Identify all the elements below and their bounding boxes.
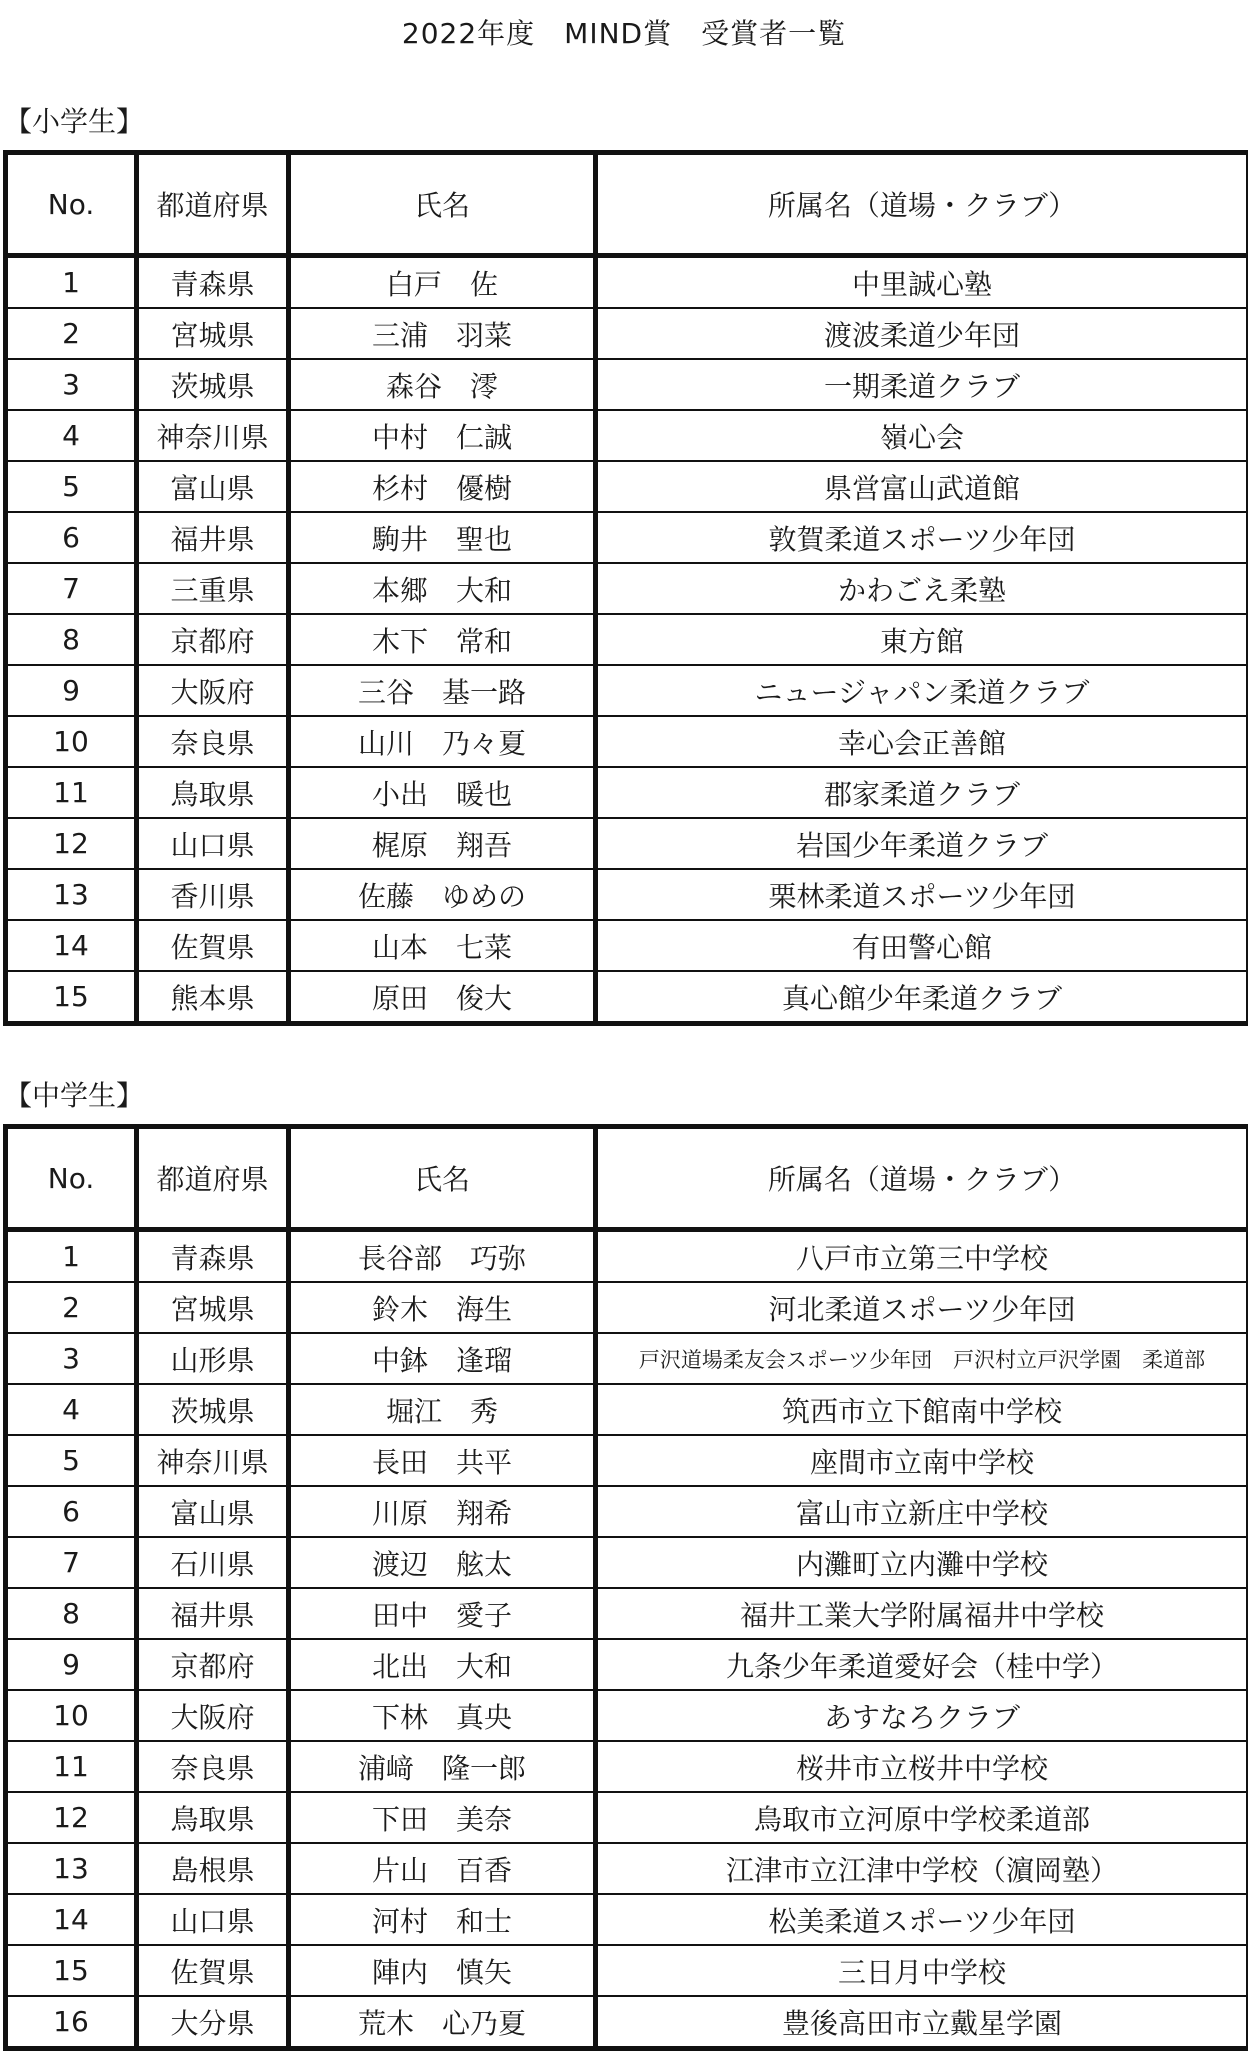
cell-prefecture: 香川県 <box>137 869 289 920</box>
cell-name: 杉村 優樹 <box>289 461 596 512</box>
cell-number: 7 <box>6 1537 137 1588</box>
cell-prefecture: 京都府 <box>137 614 289 665</box>
table-row <box>6 1384 1248 1435</box>
cell-affiliation: 戸沢道場柔友会スポーツ少年団 戸沢村立戸沢学園 柔道部 <box>596 1333 1248 1384</box>
table-row <box>6 1996 1248 2049</box>
cell-number: 6 <box>6 512 137 563</box>
cell-name: 荒木 心乃夏 <box>289 1996 596 2049</box>
cell-name: 山川 乃々夏 <box>289 716 596 767</box>
table-row <box>6 716 1248 767</box>
cell-affiliation: 松美柔道スポーツ少年団 <box>596 1894 1248 1945</box>
section-label-junior: 【中学生】 <box>4 1078 144 1114</box>
cell-number: 10 <box>6 716 137 767</box>
cell-number: 6 <box>6 1486 137 1537</box>
cell-prefecture: 三重県 <box>137 563 289 614</box>
cell-affiliation: 江津市立江津中学校（濵岡塾） <box>596 1843 1248 1894</box>
cell-prefecture: 福井県 <box>137 512 289 563</box>
cell-affiliation: 筑西市立下館南中学校 <box>596 1384 1248 1435</box>
cell-prefecture: 青森県 <box>137 256 289 309</box>
cell-number: 5 <box>6 1435 137 1486</box>
cell-prefecture: 山口県 <box>137 818 289 869</box>
cell-prefecture: 宮城県 <box>137 308 289 359</box>
cell-prefecture: 茨城県 <box>137 359 289 410</box>
cell-prefecture: 神奈川県 <box>137 410 289 461</box>
cell-name: 駒井 聖也 <box>289 512 596 563</box>
cell-name: 小出 暖也 <box>289 767 596 818</box>
cell-name: 渡辺 舷太 <box>289 1537 596 1588</box>
cell-name: 三浦 羽菜 <box>289 308 596 359</box>
cell-number: 4 <box>6 1384 137 1435</box>
cell-prefecture: 山口県 <box>137 1894 289 1945</box>
table-row <box>6 1843 1248 1894</box>
cell-name: 木下 常和 <box>289 614 596 665</box>
cell-prefecture: 熊本県 <box>137 971 289 1024</box>
table-row <box>6 1639 1248 1690</box>
cell-number: 8 <box>6 614 137 665</box>
cell-affiliation: 栗林柔道スポーツ少年団 <box>596 869 1248 920</box>
cell-prefecture: 青森県 <box>137 1230 289 1283</box>
table-row <box>6 1945 1248 1996</box>
cell-prefecture: 山形県 <box>137 1333 289 1384</box>
cell-number: 9 <box>6 665 137 716</box>
table-row <box>6 818 1248 869</box>
cell-name: 片山 百香 <box>289 1843 596 1894</box>
cell-prefecture: 茨城県 <box>137 1384 289 1435</box>
cell-prefecture: 神奈川県 <box>137 1435 289 1486</box>
cell-name: 三谷 基一路 <box>289 665 596 716</box>
cell-prefecture: 京都府 <box>137 1639 289 1690</box>
cell-affiliation: 真心館少年柔道クラブ <box>596 971 1248 1024</box>
cell-affiliation: 福井工業大学附属福井中学校 <box>596 1588 1248 1639</box>
cell-number: 4 <box>6 410 137 461</box>
cell-affiliation: 鳥取市立河原中学校柔道部 <box>596 1792 1248 1843</box>
cell-name: 白戸 佐 <box>289 256 596 309</box>
table-row <box>6 1230 1248 1283</box>
table-row <box>6 1588 1248 1639</box>
cell-name: 陣内 慎矢 <box>289 1945 596 1996</box>
cell-number: 15 <box>6 971 137 1024</box>
cell-name: 浦﨑 隆一郎 <box>289 1741 596 1792</box>
column-header-name: 氏名 <box>289 153 596 256</box>
cell-name: 原田 俊大 <box>289 971 596 1024</box>
cell-affiliation: 有田警心館 <box>596 920 1248 971</box>
elementary-awardees-table <box>3 150 1248 1026</box>
cell-prefecture: 大阪府 <box>137 665 289 716</box>
cell-affiliation: 敦賀柔道スポーツ少年団 <box>596 512 1248 563</box>
cell-affiliation: 座間市立南中学校 <box>596 1435 1248 1486</box>
cell-name: 川原 翔希 <box>289 1486 596 1537</box>
cell-affiliation: 豊後高田市立戴星学園 <box>596 1996 1248 2049</box>
cell-affiliation: 渡波柔道少年団 <box>596 308 1248 359</box>
cell-name: 中鉢 逢瑠 <box>289 1333 596 1384</box>
table-row <box>6 308 1248 359</box>
cell-number: 2 <box>6 308 137 359</box>
cell-prefecture: 鳥取県 <box>137 767 289 818</box>
cell-name: 本郷 大和 <box>289 563 596 614</box>
cell-affiliation: 桜井市立桜井中学校 <box>596 1741 1248 1792</box>
cell-number: 3 <box>6 1333 137 1384</box>
cell-name: 堀江 秀 <box>289 1384 596 1435</box>
table-row <box>6 665 1248 716</box>
cell-prefecture: 奈良県 <box>137 716 289 767</box>
cell-affiliation: 富山市立新庄中学校 <box>596 1486 1248 1537</box>
cell-name: 鈴木 海生 <box>289 1282 596 1333</box>
cell-number: 10 <box>6 1690 137 1741</box>
table-row <box>6 971 1248 1024</box>
cell-number: 13 <box>6 1843 137 1894</box>
cell-affiliation: 九条少年柔道愛好会（桂中学） <box>596 1639 1248 1690</box>
cell-affiliation: 幸心会正善館 <box>596 716 1248 767</box>
column-header-affiliation: 所属名（道場・クラブ） <box>596 153 1248 256</box>
table-row <box>6 256 1248 309</box>
cell-prefecture: 石川県 <box>137 1537 289 1588</box>
cell-number: 12 <box>6 1792 137 1843</box>
table-row <box>6 359 1248 410</box>
table-row <box>6 1435 1248 1486</box>
cell-prefecture: 富山県 <box>137 1486 289 1537</box>
table-row <box>6 767 1248 818</box>
cell-affiliation: あすなろクラブ <box>596 1690 1248 1741</box>
cell-prefecture: 島根県 <box>137 1843 289 1894</box>
cell-affiliation: 岩国少年柔道クラブ <box>596 818 1248 869</box>
cell-name: 北出 大和 <box>289 1639 596 1690</box>
table-row <box>6 1486 1248 1537</box>
table-header-row <box>6 1127 1248 1230</box>
cell-number: 1 <box>6 256 137 309</box>
cell-number: 14 <box>6 1894 137 1945</box>
cell-affiliation: かわごえ柔塾 <box>596 563 1248 614</box>
column-header-no: No. <box>6 1127 137 1230</box>
table-row <box>6 1894 1248 1945</box>
cell-prefecture: 宮城県 <box>137 1282 289 1333</box>
cell-name: 佐藤 ゆめの <box>289 869 596 920</box>
cell-name: 梶原 翔吾 <box>289 818 596 869</box>
junior-awardees-table <box>3 1124 1248 2051</box>
cell-number: 13 <box>6 869 137 920</box>
cell-name: 長田 共平 <box>289 1435 596 1486</box>
cell-affiliation: 河北柔道スポーツ少年団 <box>596 1282 1248 1333</box>
table-row <box>6 920 1248 971</box>
cell-affiliation: 郡家柔道クラブ <box>596 767 1248 818</box>
cell-prefecture: 富山県 <box>137 461 289 512</box>
cell-affiliation: 八戸市立第三中学校 <box>596 1230 1248 1283</box>
table-row <box>6 614 1248 665</box>
table-row <box>6 869 1248 920</box>
cell-prefecture: 大分県 <box>137 1996 289 2049</box>
cell-number: 2 <box>6 1282 137 1333</box>
cell-number: 8 <box>6 1588 137 1639</box>
table-row <box>6 1333 1248 1384</box>
cell-number: 16 <box>6 1996 137 2049</box>
cell-affiliation: 東方館 <box>596 614 1248 665</box>
cell-name: 河村 和士 <box>289 1894 596 1945</box>
cell-affiliation: 三日月中学校 <box>596 1945 1248 1996</box>
cell-prefecture: 奈良県 <box>137 1741 289 1792</box>
cell-affiliation: 嶺心会 <box>596 410 1248 461</box>
table-row <box>6 1537 1248 1588</box>
table-row <box>6 1690 1248 1741</box>
cell-number: 11 <box>6 1741 137 1792</box>
cell-name: 下林 真央 <box>289 1690 596 1741</box>
cell-name: 中村 仁誠 <box>289 410 596 461</box>
cell-name: 下田 美奈 <box>289 1792 596 1843</box>
cell-number: 14 <box>6 920 137 971</box>
page-title: 2022年度 MIND賞 受賞者一覧 <box>0 14 1248 54</box>
cell-number: 1 <box>6 1230 137 1283</box>
section-label-elementary: 【小学生】 <box>4 104 144 140</box>
table-row <box>6 1282 1248 1333</box>
column-header-prefecture: 都道府県 <box>137 153 289 256</box>
column-header-name: 氏名 <box>289 1127 596 1230</box>
table-row <box>6 1741 1248 1792</box>
table-row <box>6 512 1248 563</box>
cell-number: 3 <box>6 359 137 410</box>
cell-number: 5 <box>6 461 137 512</box>
cell-prefecture: 鳥取県 <box>137 1792 289 1843</box>
table-header-row <box>6 153 1248 256</box>
cell-number: 11 <box>6 767 137 818</box>
cell-number: 7 <box>6 563 137 614</box>
cell-affiliation: ニュージャパン柔道クラブ <box>596 665 1248 716</box>
cell-affiliation: 中里誠心塾 <box>596 256 1248 309</box>
cell-name: 森谷 澪 <box>289 359 596 410</box>
cell-prefecture: 大阪府 <box>137 1690 289 1741</box>
column-header-no: No. <box>6 153 137 256</box>
cell-name: 山本 七菜 <box>289 920 596 971</box>
column-header-affiliation: 所属名（道場・クラブ） <box>596 1127 1248 1230</box>
cell-prefecture: 福井県 <box>137 1588 289 1639</box>
table-row <box>6 1792 1248 1843</box>
cell-affiliation: 県営富山武道館 <box>596 461 1248 512</box>
column-header-prefecture: 都道府県 <box>137 1127 289 1230</box>
cell-number: 9 <box>6 1639 137 1690</box>
cell-name: 長谷部 巧弥 <box>289 1230 596 1283</box>
cell-number: 12 <box>6 818 137 869</box>
table-row <box>6 410 1248 461</box>
cell-number: 15 <box>6 1945 137 1996</box>
cell-prefecture: 佐賀県 <box>137 1945 289 1996</box>
cell-affiliation: 内灘町立内灘中学校 <box>596 1537 1248 1588</box>
cell-prefecture: 佐賀県 <box>137 920 289 971</box>
cell-affiliation: 一期柔道クラブ <box>596 359 1248 410</box>
table-row <box>6 461 1248 512</box>
cell-name: 田中 愛子 <box>289 1588 596 1639</box>
table-row <box>6 563 1248 614</box>
